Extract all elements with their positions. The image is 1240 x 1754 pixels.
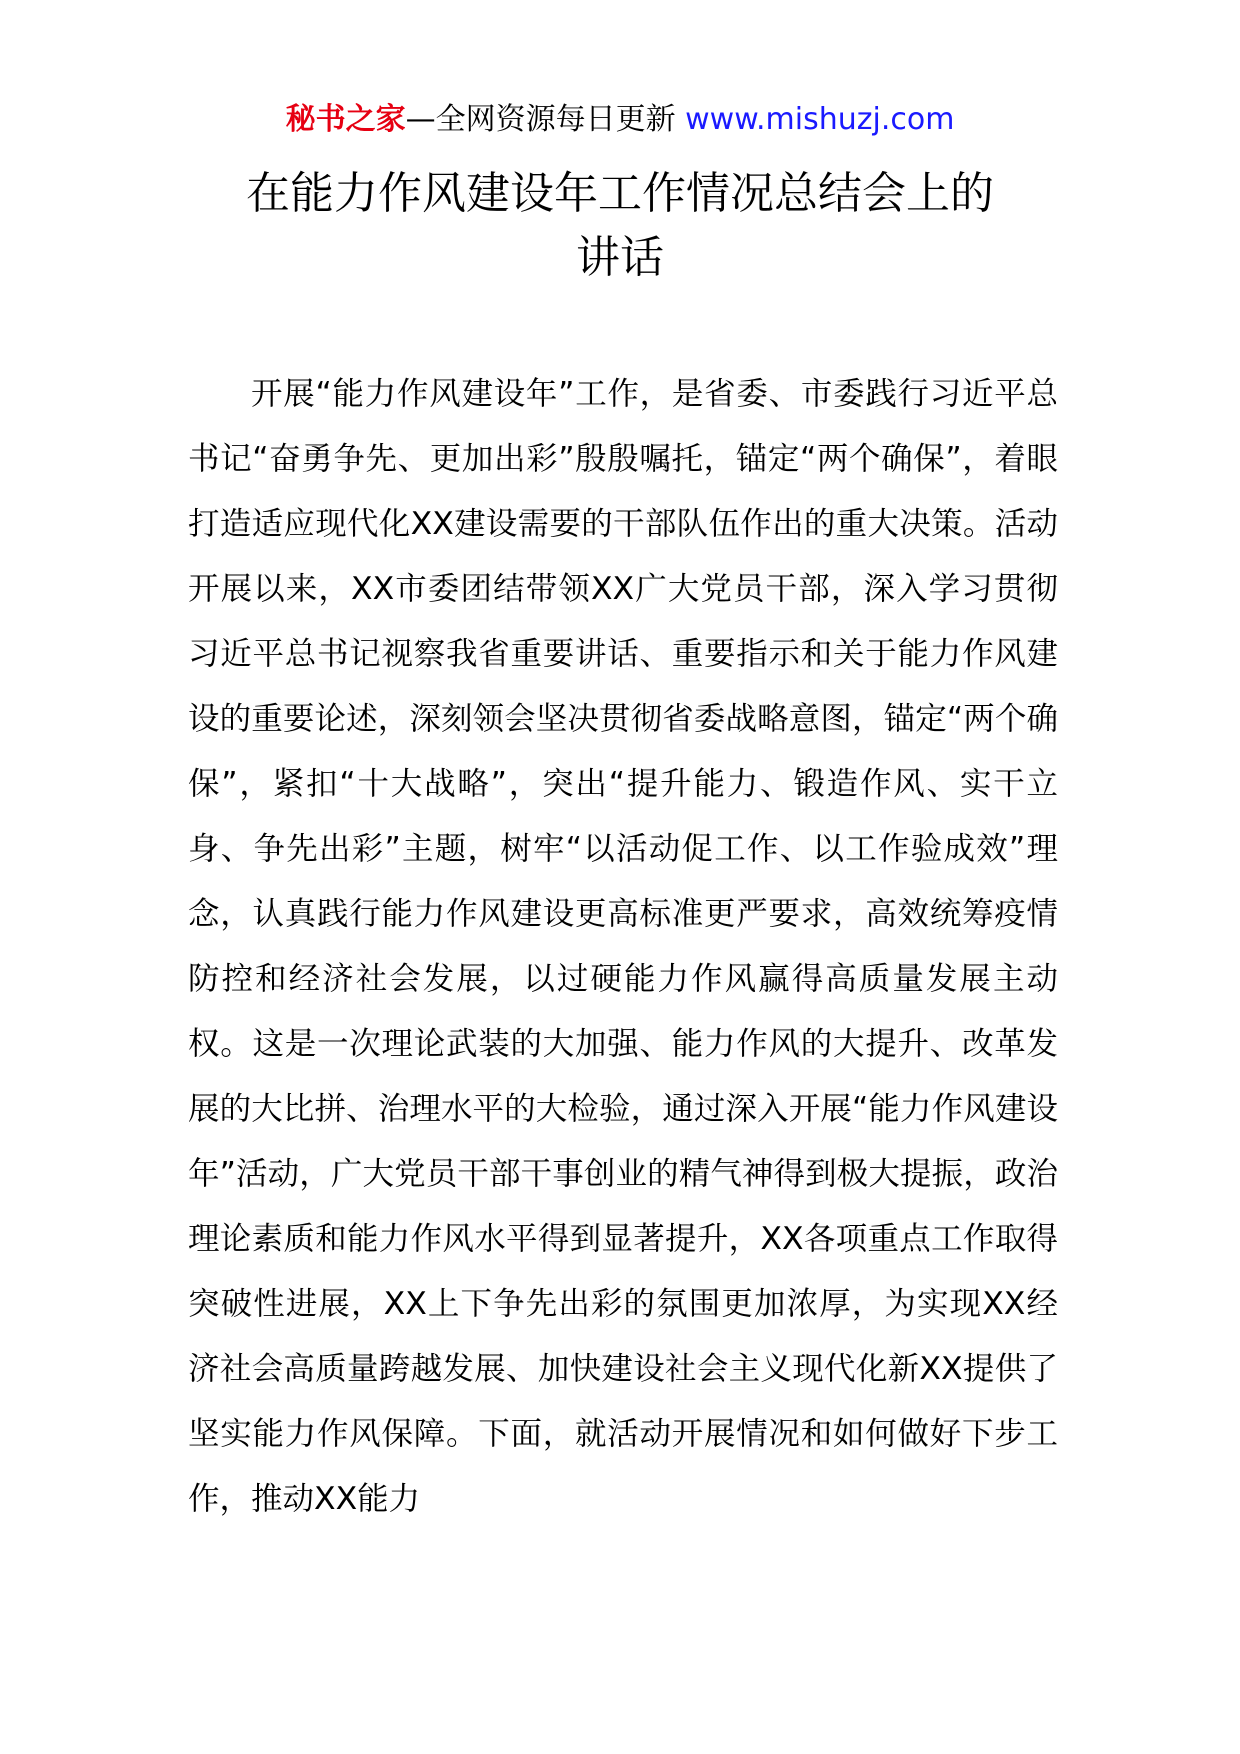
- document-title: [140, 162, 1100, 290]
- title-line-1: 在能力作风建设年工作情况总结会上的: [246, 168, 994, 219]
- site-slogan: —全网资源每日更新: [405, 102, 686, 137]
- document-body: [188, 362, 1058, 1532]
- site-header: [0, 98, 1240, 142]
- title-line-2: 讲话: [576, 232, 664, 283]
- site-brand: 秘书之家: [285, 102, 406, 137]
- site-url-link[interactable]: www.mishuzj.com: [685, 102, 955, 137]
- body-paragraph: 开展“能力作风建设年”工作，是省委、市委践行习近平总书记“奋勇争先、更加出彩”殷殷嘱托，锚定“两个确保”，着眼打造适应现代化XX建设需要的干部队伍作出的重大决策。活动开展以来，XX市委团结带领XX广大党员干部，深入学习贯彻习近平总书记视察我省重要讲话、重要指示和关于能力作风建设的重要论述，深刻领会坚决贯彻省委战略意图，锚定“两个确保”，紧扣“十大战略”，突出“提升能力、锻造作风、实干立身、争先出彩”主题，树牢“以活动促工作、以工作验成效”理念，认真践行能力作风建设更高标准更严要求，高效统筹疫情防控和经济社会发展，以过硬能力作风赢得高质量发展主动权。这是一次理论武装的大加强、能力作风的大提升、改革发展的大比拼、治理水平的大检验，通过深入开展“能力作风建设年”活动，广大党员干部干事创业的精气神得到极大提振，政治理论素质和能力作风水平得到显著提升，XX各项重点工作取得突破性进展，XX上下争先出彩的氛围更加浓厚，为实现XX经济社会高质量跨越发展、加快建设社会主义现代化新XX提供了坚实能力作风保障。下面，就活动开展情况和如何做好下步工作，推动XX能力: [188, 376, 1058, 1517]
